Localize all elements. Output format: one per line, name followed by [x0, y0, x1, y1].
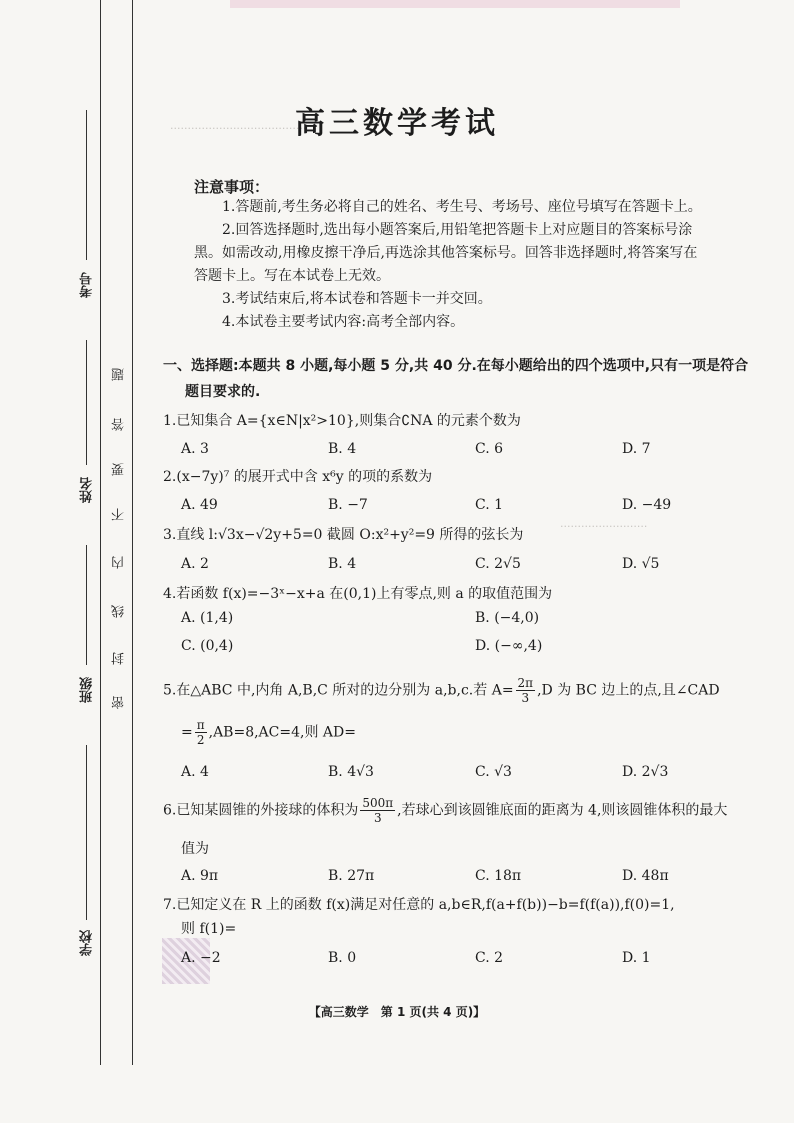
option-b: B. 4 — [328, 441, 357, 457]
question-7-stem: 7.已知定义在 R 上的函数 f(x)满足对任意的 a,b∈R,f(a+f(b))−b=f(f(a)),f(0)=1, — [163, 897, 675, 913]
option-a: A. 9π — [181, 868, 219, 884]
seal-char: 封 — [112, 652, 127, 665]
option-c: C. 6 — [475, 441, 504, 457]
option-a: A. 49 — [181, 497, 218, 513]
school-fill-line — [86, 745, 87, 920]
option-d: D. 7 — [622, 441, 651, 457]
option-c: C. 1 — [475, 497, 504, 513]
name-fill-line — [86, 340, 87, 465]
option-a: A. (1,4) — [181, 610, 234, 626]
question-1-stem: 1.已知集合 A={x∈N|x²>10},则集合∁NA 的元素个数为 — [163, 413, 521, 429]
option-a: A. 4 — [181, 764, 209, 780]
top-stain — [230, 0, 680, 8]
sidebar-label-exam-number: 考号 — [80, 272, 95, 298]
exam-title: 高三数学考试 — [295, 106, 499, 141]
note-item: 3.考试结束后,将本试卷和答题卡一并交回。 — [222, 291, 492, 307]
section-heading: 一、选择题:本题共 8 小题,每小题 5 分,共 40 分.在每小题给出的四个选项中,只有一项是符合 题目要求的. — [163, 358, 749, 400]
note-item: 黑。如需改动,用橡皮擦干净后,再选涂其他答案标号。回答非选择题时,将答案写在 — [194, 245, 698, 261]
fraction-2pi-3: $\frac{2\pi}{3}$ — [517, 676, 534, 705]
option-b: B. (−4,0) — [475, 610, 540, 626]
option-b: B. 4√3 — [328, 764, 374, 780]
note-item: 4.本试卷主要考试内容:高考全部内容。 — [222, 314, 465, 330]
seal-char: 要 — [112, 463, 127, 476]
option-b: B. 27π — [328, 868, 375, 884]
note-item: 2.回答选择题时,选出每小题答案后,用铅笔把答题卡上对应题目的答案标号涂 — [222, 222, 693, 238]
seal-char: 答 — [112, 418, 127, 431]
sidebar-label-school: 学校 — [80, 930, 95, 956]
option-d: D. 1 — [622, 950, 651, 966]
option-b: B. 0 — [328, 950, 357, 966]
sidebar-label-class: 班级 — [80, 677, 95, 703]
class-fill-line — [86, 545, 87, 665]
fraction-pi-2: $\frac{\pi}{2}$ — [196, 718, 205, 747]
question-2-stem: 2.(x−7y)⁷ 的展开式中含 x⁶y 的项的系数为 — [163, 469, 433, 485]
option-d: D. √5 — [622, 556, 660, 572]
question-5-stem: 5.在△ABC 中,内角 A,B,C 所对的边分别为 a,b,c.若 A= $\frac{2\pi}{3}$ ,D 为 BC 边上的点,且∠CAD — [163, 676, 720, 705]
option-c: C. (0,4) — [181, 638, 234, 654]
option-b: B. −7 — [328, 497, 368, 513]
bleed-through-text: ······································· — [170, 122, 307, 135]
seal-char: 题 — [112, 368, 127, 381]
option-d: D. −49 — [622, 497, 672, 513]
option-d: D. (−∞,4) — [475, 638, 543, 654]
option-c: C. √3 — [475, 764, 512, 780]
option-b: B. 4 — [328, 556, 357, 572]
option-c: C. 18π — [475, 868, 522, 884]
binding-line-outer — [100, 0, 101, 1065]
question-5-stem-cont: = $\frac{\pi}{2}$ ,AB=8,AC=4,则 AD= — [181, 718, 356, 747]
option-a: A. 2 — [181, 556, 209, 572]
option-d: D. 48π — [622, 868, 669, 884]
seal-char: 密 — [112, 696, 127, 709]
option-a: A. −2 — [181, 950, 221, 966]
question-3-stem: 3.直线 l:√3x−√2y+5=0 截圆 O:x²+y²=9 所得的弦长为 — [163, 527, 524, 543]
page-footer: 【高三数学 第 1 页(共 4 页)】 — [308, 1005, 486, 1019]
sidebar-label-name: 姓名 — [80, 477, 95, 503]
question-6-stem-cont: 值为 — [181, 841, 209, 857]
option-c: C. 2 — [475, 950, 504, 966]
option-d: D. 2√3 — [622, 764, 669, 780]
seal-char: 不 — [112, 508, 127, 521]
seal-char: 线 — [112, 605, 127, 618]
note-item: 1.答题前,考生务必将自己的姓名、考生号、考场号、座位号填写在答题卡上。 — [222, 199, 702, 215]
note-item: 答题卡上。写在本试卷上无效。 — [194, 268, 390, 284]
option-c: C. 2√5 — [475, 556, 521, 572]
bleed-through-text: ························· — [560, 520, 648, 533]
seal-char: 内 — [112, 556, 127, 569]
fraction-500pi-3: $\frac{500\pi}{3}$ — [362, 796, 394, 825]
notes-heading: 注意事项： — [194, 178, 270, 196]
question-4-stem: 4.若函数 f(x)=−3ˣ−x+a 在(0,1)上有零点,则 a 的取值范围为 — [163, 586, 553, 602]
question-7-stem-cont: 则 f(1)= — [181, 921, 237, 937]
question-6-stem: 6.已知某圆锥的外接球的体积为 $\frac{500\pi}{3}$ ,若球心到该圆锥底面的距离为 4,则该圆锥体积的最大 — [163, 796, 728, 825]
binding-line-inner — [132, 0, 133, 1065]
option-a: A. 3 — [181, 441, 209, 457]
